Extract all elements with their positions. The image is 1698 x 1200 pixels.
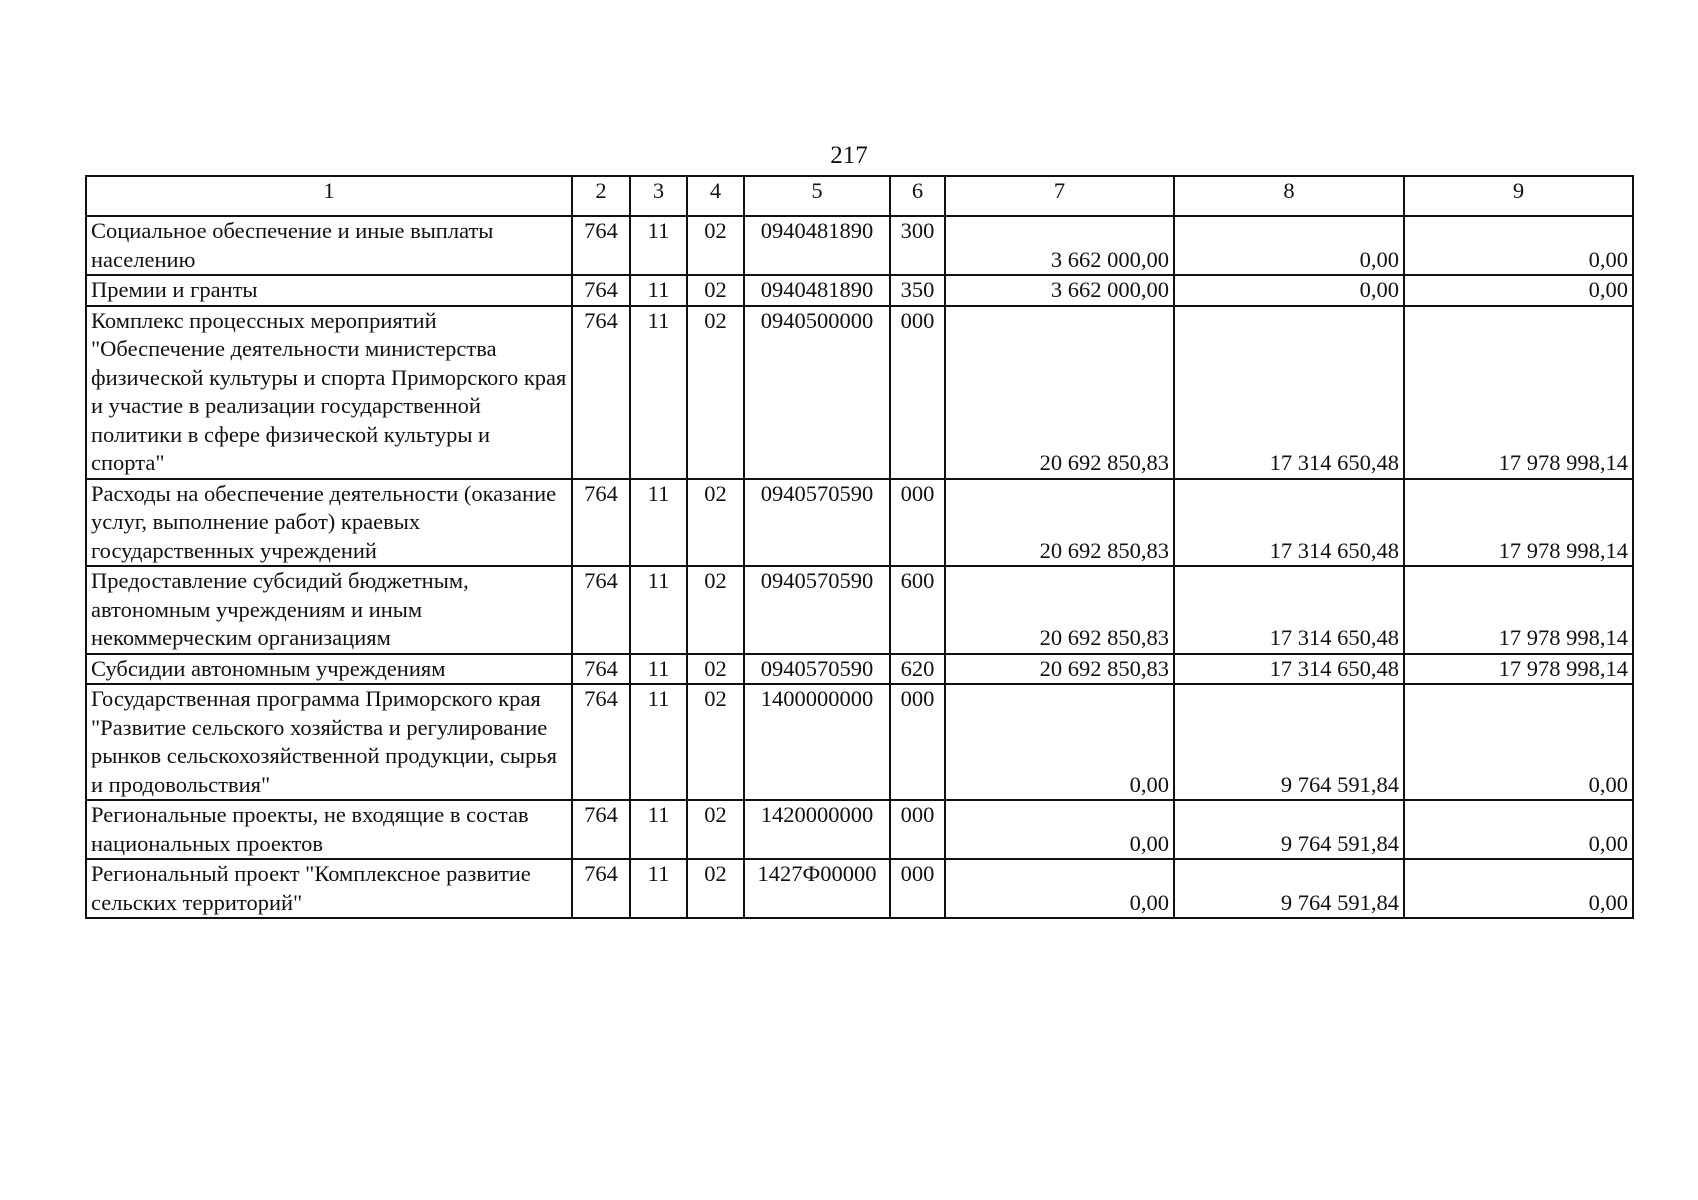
- column-header-5: 5: [744, 176, 890, 216]
- expense-type-code: 300: [890, 216, 945, 275]
- row-name: Региональные проекты, не входящие в состав национальных проектов: [86, 800, 572, 859]
- expense-type-code: 000: [890, 684, 945, 800]
- row-name: Расходы на обеспечение деятельности (оказание услуг, выполнение работ) краевых государственных учреждений: [86, 479, 572, 567]
- section-code: 11: [630, 684, 687, 800]
- target-article-code: 0940570590: [744, 479, 890, 567]
- section-code: 11: [630, 800, 687, 859]
- amount-col-9: 0,00: [1404, 800, 1633, 859]
- amount-col-9: 17 978 998,14: [1404, 306, 1633, 479]
- amount-col-7: 20 692 850,83: [945, 306, 1174, 479]
- amount-col-9: 17 978 998,14: [1404, 654, 1633, 685]
- amount-col-7: 3 662 000,00: [945, 216, 1174, 275]
- expense-type-code: 620: [890, 654, 945, 685]
- section-code: 11: [630, 859, 687, 918]
- subsection-code: 02: [687, 479, 744, 567]
- column-header-7: 7: [945, 176, 1174, 216]
- row-name: Премии и гранты: [86, 275, 572, 306]
- amount-col-9: 17 978 998,14: [1404, 566, 1633, 654]
- target-article-code: 0940570590: [744, 566, 890, 654]
- subsection-code: 02: [687, 275, 744, 306]
- section-code: 11: [630, 654, 687, 685]
- target-article-code: 0940500000: [744, 306, 890, 479]
- amount-col-8: 17 314 650,48: [1174, 306, 1404, 479]
- subsection-code: 02: [687, 859, 744, 918]
- row-name: Предоставление субсидий бюджетным, автономным учреждениям и иным некоммерческим организациям: [86, 566, 572, 654]
- admin-code: 764: [572, 275, 630, 306]
- amount-col-7: 20 692 850,83: [945, 566, 1174, 654]
- amount-col-8: 9 764 591,84: [1174, 684, 1404, 800]
- table-row: [86, 306, 1633, 479]
- column-header-2: 2: [572, 176, 630, 216]
- row-name: Социальное обеспечение и иные выплаты населению: [86, 216, 572, 275]
- amount-col-7: 0,00: [945, 684, 1174, 800]
- subsection-code: 02: [687, 216, 744, 275]
- table-row: [86, 859, 1633, 918]
- target-article-code: 0940570590: [744, 654, 890, 685]
- admin-code: 764: [572, 800, 630, 859]
- target-article-code: 1420000000: [744, 800, 890, 859]
- expense-type-code: 000: [890, 306, 945, 479]
- target-article-code: 1400000000: [744, 684, 890, 800]
- admin-code: 764: [572, 859, 630, 918]
- column-header-6: 6: [890, 176, 945, 216]
- header-row: [86, 176, 1633, 216]
- amount-col-8: 9 764 591,84: [1174, 859, 1404, 918]
- section-code: 11: [630, 275, 687, 306]
- column-header-9: 9: [1404, 176, 1633, 216]
- table-row: [86, 275, 1633, 306]
- expense-type-code: 000: [890, 479, 945, 567]
- subsection-code: 02: [687, 684, 744, 800]
- expense-type-code: 350: [890, 275, 945, 306]
- column-header-3: 3: [630, 176, 687, 216]
- row-name: Комплекс процессных мероприятий "Обеспечение деятельности министерства физической культуры и спорта Приморского края и участие в реализации государственной политики в сфере физической культуры и спорта": [86, 306, 572, 479]
- column-header-4: 4: [687, 176, 744, 216]
- admin-code: 764: [572, 566, 630, 654]
- expense-type-code: 000: [890, 859, 945, 918]
- expense-type-code: 600: [890, 566, 945, 654]
- column-header-1: 1: [86, 176, 572, 216]
- amount-col-8: 17 314 650,48: [1174, 479, 1404, 567]
- page-number: 217: [830, 142, 868, 169]
- subsection-code: 02: [687, 566, 744, 654]
- amount-col-8: 9 764 591,84: [1174, 800, 1404, 859]
- section-code: 11: [630, 479, 687, 567]
- expense-type-code: 000: [890, 800, 945, 859]
- table-row: [86, 566, 1633, 654]
- target-article-code: 0940481890: [744, 216, 890, 275]
- section-code: 11: [630, 566, 687, 654]
- amount-col-7: 3 662 000,00: [945, 275, 1174, 306]
- admin-code: 764: [572, 684, 630, 800]
- amount-col-7: 0,00: [945, 859, 1174, 918]
- admin-code: 764: [572, 306, 630, 479]
- target-article-code: 0940481890: [744, 275, 890, 306]
- row-name: Региональный проект "Комплексное развитие сельских территорий": [86, 859, 572, 918]
- admin-code: 764: [572, 479, 630, 567]
- subsection-code: 02: [687, 306, 744, 479]
- section-code: 11: [630, 216, 687, 275]
- table-row: [86, 654, 1633, 685]
- amount-col-9: 0,00: [1404, 275, 1633, 306]
- target-article-code: 1427Ф00000: [744, 859, 890, 918]
- column-header-8: 8: [1174, 176, 1404, 216]
- amount-col-8: 17 314 650,48: [1174, 654, 1404, 685]
- amount-col-7: 0,00: [945, 800, 1174, 859]
- amount-col-9: 0,00: [1404, 684, 1633, 800]
- subsection-code: 02: [687, 800, 744, 859]
- table-row: [86, 800, 1633, 859]
- subsection-code: 02: [687, 654, 744, 685]
- amount-col-7: 20 692 850,83: [945, 479, 1174, 567]
- admin-code: 764: [572, 654, 630, 685]
- table-body: [86, 176, 1633, 918]
- amount-col-8: 0,00: [1174, 275, 1404, 306]
- table-row: [86, 216, 1633, 275]
- budget-table: [85, 175, 1634, 919]
- row-name: Государственная программа Приморского края "Развитие сельского хозяйства и регулирование рынков сельскохозяйственной продукции, сырья и продовольствия": [86, 684, 572, 800]
- admin-code: 764: [572, 216, 630, 275]
- row-name: Субсидии автономным учреждениям: [86, 654, 572, 685]
- table-row: [86, 479, 1633, 567]
- amount-col-9: 17 978 998,14: [1404, 479, 1633, 567]
- section-code: 11: [630, 306, 687, 479]
- amount-col-8: 0,00: [1174, 216, 1404, 275]
- amount-col-8: 17 314 650,48: [1174, 566, 1404, 654]
- table-row: [86, 684, 1633, 800]
- amount-col-7: 20 692 850,83: [945, 654, 1174, 685]
- amount-col-9: 0,00: [1404, 216, 1633, 275]
- amount-col-9: 0,00: [1404, 859, 1633, 918]
